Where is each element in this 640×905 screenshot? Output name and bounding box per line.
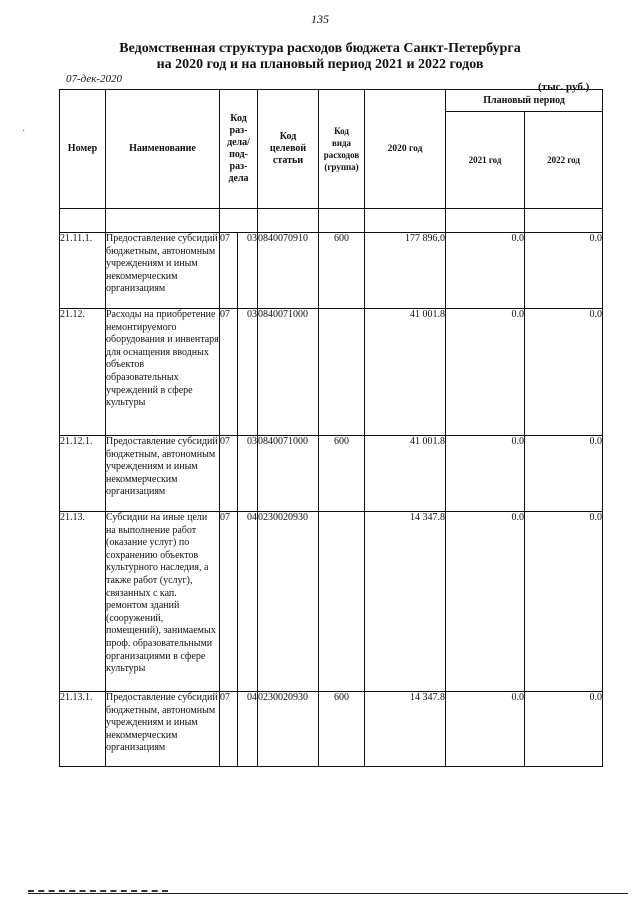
- row-amount-2020: 14 347.8: [365, 512, 446, 692]
- row-number: 21.12.1.: [60, 436, 106, 512]
- row-number: 21.11.1.: [60, 233, 106, 309]
- row-name: Предоставление субсидий бюджетным, автономным учреждениям и иным некоммерческим организациям: [106, 692, 220, 767]
- row-amount-2022: 0.0: [525, 436, 603, 512]
- row-section-code: 07: [220, 309, 238, 436]
- row-amount-2021: 0.0: [446, 512, 525, 692]
- row-target-code: 0230020930: [258, 512, 319, 692]
- title-line-1: Ведомственная структура расходов бюджета Санкт-Петербурга: [119, 41, 521, 56]
- header-number: Номер: [60, 90, 106, 209]
- row-section-code: 07: [220, 512, 238, 692]
- row-amount-2022: 0.0: [525, 309, 603, 436]
- row-target-code: 0840071000: [258, 309, 319, 436]
- row-amount-2022: 0.0: [525, 233, 603, 309]
- header-year-2022: 2022 год: [525, 112, 603, 209]
- row-amount-2022: 0.0: [525, 692, 603, 767]
- table-row: [60, 309, 603, 436]
- row-amount-2021: 0.0: [446, 436, 525, 512]
- header-code-target: Код целевой статьи: [258, 90, 319, 209]
- table-spacer-row: [60, 209, 603, 233]
- row-name: Субсидии на иные цели на выполнение работ (оказание услуг) по сохранению объектов культурного наследия, а также работ (услуг), связанных с кап. ремонтом зданий (сооружений, помещений), занимаемых проф. образовательными организациями в сфере культуры: [106, 512, 220, 692]
- header-year-2020: 2020 год: [365, 90, 446, 209]
- row-name: Предоставление субсидий бюджетным, автономным учреждениям и иным некоммерческим организациям: [106, 436, 220, 512]
- row-name: Расходы на приобретение немонтируемого оборудования и инвентаря для оснащения вводных объектов образовательных учреждений в сфере культуры: [106, 309, 220, 436]
- units-label: (тыс. руб.): [538, 81, 590, 93]
- row-amount-2020: 41 001.8: [365, 309, 446, 436]
- row-section-code: 07: [220, 233, 238, 309]
- footer-rule: [28, 893, 628, 894]
- row-amount-2020: 177 896.0: [365, 233, 446, 309]
- header-year-2021: 2021 год: [446, 112, 525, 209]
- row-target-code: 0840070910: [258, 233, 319, 309]
- table-row: [60, 692, 603, 767]
- row-target-code: 0840071000: [258, 436, 319, 512]
- budget-table: [59, 89, 603, 767]
- page-number: 135: [311, 12, 329, 26]
- row-amount-2020: 14 347.8: [365, 692, 446, 767]
- title-line-2: на 2020 год и на плановый период 2021 и 2022 годов: [156, 57, 484, 72]
- table-row: [60, 436, 603, 512]
- row-expense-type: [319, 309, 365, 436]
- row-target-code: 0230020930: [258, 692, 319, 767]
- row-section-code: 07: [220, 692, 238, 767]
- row-number: 21.13.: [60, 512, 106, 692]
- row-number: 21.13.1.: [60, 692, 106, 767]
- row-amount-2021: 0.0: [446, 233, 525, 309]
- row-number: 21.12.: [60, 309, 106, 436]
- row-amount-2021: 0.0: [446, 692, 525, 767]
- row-expense-type: [319, 512, 365, 692]
- row-subsection-code: 03: [238, 309, 258, 436]
- header-name: Наименование: [106, 90, 220, 209]
- row-expense-type: 600: [319, 233, 365, 309]
- footer-scan-dash: [28, 890, 168, 892]
- document-date: 07-дек-2020: [66, 73, 123, 85]
- row-subsection-code: 04: [238, 512, 258, 692]
- row-section-code: 07: [220, 436, 238, 512]
- row-amount-2021: 0.0: [446, 309, 525, 436]
- header-code-type: Код вида расходов (группа): [319, 90, 365, 209]
- header-planning-period: Плановый период: [446, 90, 603, 112]
- margin-mark: ·: [22, 126, 26, 137]
- row-amount-2020: 41 001.8: [365, 436, 446, 512]
- row-subsection-code: 03: [238, 436, 258, 512]
- row-subsection-code: 03: [238, 233, 258, 309]
- row-subsection-code: 04: [238, 692, 258, 767]
- row-expense-type: 600: [319, 692, 365, 767]
- table-row: [60, 233, 603, 309]
- header-code-section: Код раз- дела/ под- раз- дела: [220, 90, 258, 209]
- row-name: Предоставление субсидий бюджетным, автономным учреждениям и иным некоммерческим организациям: [106, 233, 220, 309]
- document-title: [0, 41, 640, 73]
- row-amount-2022: 0.0: [525, 512, 603, 692]
- row-expense-type: 600: [319, 436, 365, 512]
- table-row: [60, 512, 603, 692]
